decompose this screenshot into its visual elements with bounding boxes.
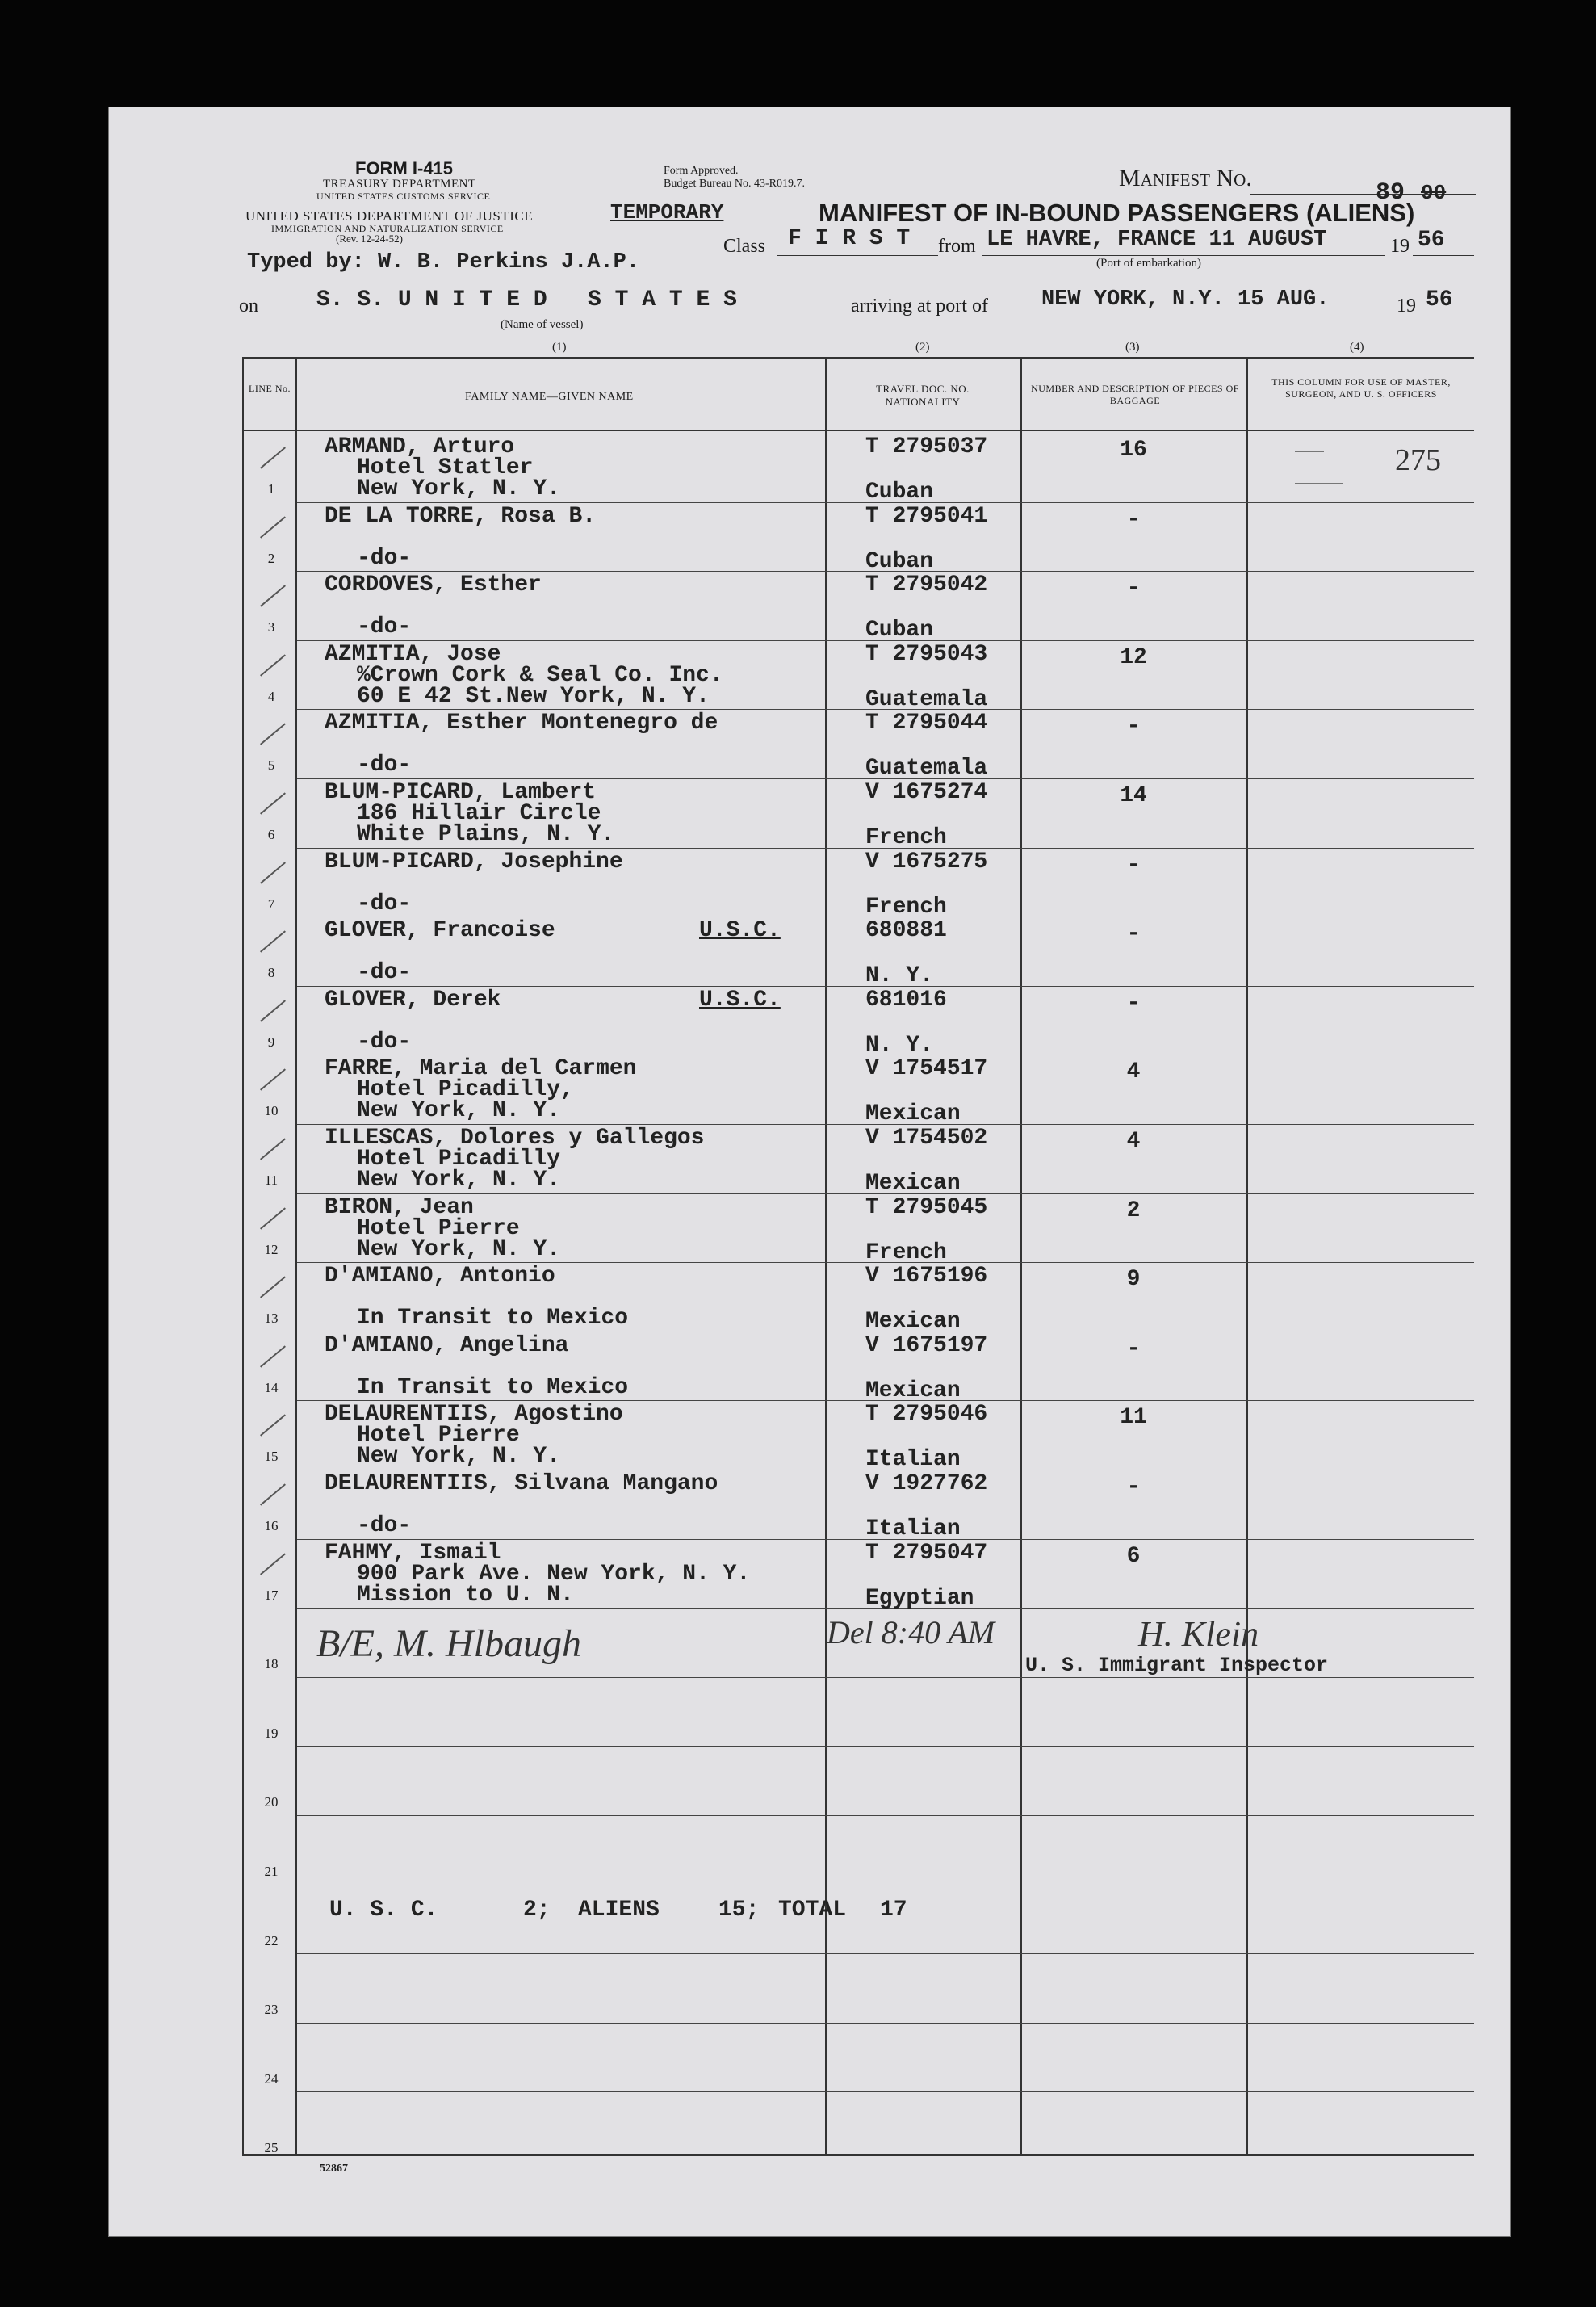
form-number: FORM I-415 xyxy=(355,158,454,178)
passenger-detail: New York, N. Y. xyxy=(357,1237,561,1262)
line-number: 4 xyxy=(267,689,275,704)
from-value: LE HAVRE, FRANCE 11 AUGUST xyxy=(987,228,1327,252)
col-num-2: (2) xyxy=(915,341,930,354)
baggage-count: 4 xyxy=(1126,1129,1141,1154)
line-number: 5 xyxy=(267,757,275,773)
col-divider-line xyxy=(295,357,297,2156)
officers-note: 275 xyxy=(1395,443,1441,477)
baggage-count: - xyxy=(1126,853,1141,878)
line-number: 12 xyxy=(264,1242,279,1257)
year-prefix-2: 19 xyxy=(1397,296,1416,317)
travel-doc-number: T 2795044 xyxy=(865,711,988,736)
budget-bureau: Budget Bureau No. 43-R019.7. xyxy=(664,178,805,190)
col-num-4: (4) xyxy=(1350,341,1364,354)
totals-usc-count: 2; xyxy=(523,1898,551,1923)
line-number: 21 xyxy=(264,1864,279,1879)
usc-status: U.S.C. xyxy=(699,918,781,943)
baggage-count: - xyxy=(1126,991,1141,1016)
from-label: from xyxy=(938,236,976,257)
year-prefix-1: 19 xyxy=(1390,236,1410,257)
from-underline xyxy=(982,255,1385,256)
travel-doc-number: T 2795043 xyxy=(865,642,988,667)
baggage-count: 16 xyxy=(1120,438,1147,463)
manifest-number-struck: 90 xyxy=(1421,181,1447,205)
form-approved: Form Approved. xyxy=(664,165,739,177)
line-number: 16 xyxy=(264,1518,279,1533)
travel-doc-number: V 1675274 xyxy=(865,780,988,805)
totals-aliens-label: ALIENS xyxy=(578,1898,660,1923)
row-rule xyxy=(297,1677,1474,1678)
col-divider-bag xyxy=(1246,357,1248,2156)
col-num-3: (3) xyxy=(1125,341,1140,354)
totals-usc-label: U. S. C. xyxy=(329,1898,438,1923)
year-2: 56 xyxy=(1426,287,1453,312)
passenger-name: FAHMY, Ismail xyxy=(325,1541,501,1566)
footer-form-code: 52867 xyxy=(320,2162,348,2175)
row-rule xyxy=(297,2091,1474,2092)
signature-inspector: H. Klein xyxy=(1138,1614,1259,1654)
baggage-count: - xyxy=(1126,1336,1141,1361)
line-number: 22 xyxy=(264,1933,279,1948)
on-label: on xyxy=(239,296,258,317)
nationality: Cuban xyxy=(865,618,934,643)
travel-doc-number: V 1754502 xyxy=(865,1126,988,1151)
line-number: 3 xyxy=(267,619,275,635)
passenger-address: 900 Park Ave. New York, N. Y. xyxy=(357,1562,751,1587)
passenger-detail: 60 E 42 St.New York, N. Y. xyxy=(357,684,710,709)
baggage-count: 14 xyxy=(1120,783,1147,808)
line-number: 11 xyxy=(264,1172,279,1188)
line-number: 25 xyxy=(264,2140,279,2155)
travel-doc-number: V 1675275 xyxy=(865,849,988,875)
nationality: French xyxy=(865,825,947,850)
header-name: FAMILY NAME—GIVEN NAME xyxy=(465,391,634,403)
baggage-count: - xyxy=(1126,507,1141,532)
travel-doc-number: T 2795047 xyxy=(865,1541,988,1566)
line-number: 23 xyxy=(264,2002,279,2017)
customs-service: UNITED STATES CUSTOMS SERVICE xyxy=(316,191,491,202)
nationality: Cuban xyxy=(865,480,934,505)
nationality: Egyptian xyxy=(865,1586,974,1611)
passenger-detail: -do- xyxy=(357,615,412,640)
inspector-label: U. S. Immigrant Inspector xyxy=(1025,1654,1329,1677)
line-number: 17 xyxy=(264,1588,279,1603)
table-header-rule xyxy=(242,430,1474,431)
travel-doc-number: V 1927762 xyxy=(865,1471,988,1496)
travel-doc-number: 680881 xyxy=(865,918,947,943)
baggage-count: 4 xyxy=(1126,1059,1141,1084)
header-doc: TRAVEL DOC. NO. NATIONALITY xyxy=(876,383,970,408)
class-label: Class xyxy=(723,236,766,257)
line-number: 24 xyxy=(264,2071,279,2087)
nationality: French xyxy=(865,895,947,920)
passenger-address: Hotel Statler xyxy=(357,455,534,480)
passenger-detail: -do- xyxy=(357,753,412,778)
passenger-address: Hotel Picadilly xyxy=(357,1147,561,1172)
manifest-number: 89 xyxy=(1376,179,1405,207)
ins-label: IMMIGRATION AND NATURALIZATION SERVICE xyxy=(271,223,504,234)
passenger-name: FARRE, Maria del Carmen xyxy=(325,1056,637,1081)
passenger-name: ARMAND, Arturo xyxy=(325,434,515,459)
row-rule xyxy=(297,1953,1474,1954)
year1-underline xyxy=(1413,255,1474,256)
nationality: Cuban xyxy=(865,549,934,574)
class-underline xyxy=(777,255,938,256)
justice-dept: UNITED STATES DEPARTMENT OF JUSTICE xyxy=(245,208,534,224)
table-bottom-rule xyxy=(242,2154,1474,2156)
line-number: 6 xyxy=(267,827,275,842)
travel-doc-number: T 2795042 xyxy=(865,573,988,598)
passenger-name: BLUM-PICARD, Lambert xyxy=(325,780,597,805)
travel-doc-number: 681016 xyxy=(865,988,947,1013)
travel-doc-number: V 1675196 xyxy=(865,1264,988,1289)
manifest-title: MANIFEST OF IN-BOUND PASSENGERS (ALIENS) xyxy=(819,199,1415,227)
header-officers: THIS COLUMN FOR USE OF MASTER, SURGEON, AND U. S. OFFICERS xyxy=(1271,376,1451,400)
passenger-name: GLOVER, Derek xyxy=(325,988,501,1013)
nationality: N. Y. xyxy=(865,963,934,988)
passenger-name: ILLESCAS, Dolores y Gallegos xyxy=(325,1126,705,1151)
table-left-border xyxy=(242,357,244,2156)
signature-boarding: B/E, M. Hlbaugh xyxy=(316,1622,581,1665)
passenger-name: DE LA TORRE, Rosa B. xyxy=(325,504,597,529)
row-rule xyxy=(297,1746,1474,1747)
nationality: N. Y. xyxy=(865,1033,934,1058)
passenger-detail: White Plains, N. Y. xyxy=(357,822,615,847)
usc-status: U.S.C. xyxy=(699,988,781,1013)
temporary-label: TEMPORARY xyxy=(610,200,724,224)
passenger-name: DELAURENTIIS, Silvana Mangano xyxy=(325,1471,718,1496)
nationality: Mexican xyxy=(865,1378,961,1403)
arriving-label: arriving at port of xyxy=(851,296,988,317)
travel-doc-number: V 1675197 xyxy=(865,1333,988,1358)
baggage-count: - xyxy=(1126,921,1141,946)
year-1: 56 xyxy=(1418,228,1445,253)
manifest-label: Manifest No. xyxy=(1119,165,1252,191)
totals-aliens-count: 15; xyxy=(718,1898,760,1923)
header-line-no: LINE No. xyxy=(249,383,291,394)
col-divider-name xyxy=(825,357,827,2156)
travel-doc-number: T 2795037 xyxy=(865,434,988,459)
travel-doc-number: T 2795041 xyxy=(865,504,988,529)
line-number: 15 xyxy=(264,1449,279,1464)
travel-doc-number: T 2795046 xyxy=(865,1402,988,1427)
class-value: F I R S T xyxy=(788,226,911,251)
baggage-count: 12 xyxy=(1120,645,1147,670)
passenger-name: DELAURENTIIS, Agostino xyxy=(325,1402,623,1427)
passenger-address: 186 Hillair Circle xyxy=(357,801,601,826)
passenger-name: BIRON, Jean xyxy=(325,1195,474,1220)
line-number: 20 xyxy=(264,1794,279,1810)
line-number: 8 xyxy=(267,965,275,980)
treasury-dept: TREASURY DEPARTMENT xyxy=(323,178,476,191)
nationality: Guatemala xyxy=(865,756,988,781)
passenger-detail: -do- xyxy=(357,1030,412,1055)
line-number: 10 xyxy=(264,1103,279,1118)
typed-by: Typed by: W. B. Perkins J.A.P. xyxy=(247,250,640,275)
travel-doc-number: V 1754517 xyxy=(865,1056,988,1081)
line-number: 18 xyxy=(264,1656,279,1672)
totals-total-label: TOTAL xyxy=(778,1898,847,1923)
baggage-count: 6 xyxy=(1126,1544,1141,1569)
officers-mark xyxy=(1295,483,1343,484)
vessel-caption: (Name of vessel) xyxy=(501,318,584,331)
header-baggage: NUMBER AND DESCRIPTION OF PIECES OF BAGGAGE xyxy=(1031,383,1239,406)
officers-mark xyxy=(1295,451,1324,452)
nationality: Italian xyxy=(865,1447,961,1472)
passenger-detail: -do- xyxy=(357,1513,412,1538)
baggage-count: 9 xyxy=(1126,1267,1141,1292)
passenger-name: D'AMIANO, Angelina xyxy=(325,1333,569,1358)
col-num-1: (1) xyxy=(552,341,567,354)
table-top-rule xyxy=(242,357,1474,359)
baggage-count: - xyxy=(1126,1474,1141,1500)
revision: (Rev. 12-24-52) xyxy=(336,233,403,245)
travel-doc-number: T 2795045 xyxy=(865,1195,988,1220)
passenger-address: Hotel Picadilly, xyxy=(357,1077,574,1102)
baggage-count: - xyxy=(1126,714,1141,739)
passenger-name: AZMITIA, Jose xyxy=(325,642,501,667)
passenger-detail: -do- xyxy=(357,891,412,917)
nationality: Guatemala xyxy=(865,687,988,712)
row-rule xyxy=(297,1815,1474,1816)
baggage-count: 11 xyxy=(1120,1405,1147,1430)
port-caption: (Port of embarkation) xyxy=(1096,257,1201,270)
totals-total-count: 17 xyxy=(880,1898,907,1923)
passenger-address: %Crown Cork & Seal Co. Inc. xyxy=(357,663,723,688)
passenger-name: AZMITIA, Esther Montenegro de xyxy=(325,711,718,736)
line-number: 14 xyxy=(264,1380,279,1395)
passenger-detail: New York, N. Y. xyxy=(357,476,561,501)
row-rule xyxy=(297,2023,1474,2024)
passenger-detail: In Transit to Mexico xyxy=(357,1306,629,1331)
baggage-count: 2 xyxy=(1126,1198,1141,1223)
nationality: Mexican xyxy=(865,1101,961,1126)
baggage-count: - xyxy=(1126,576,1141,601)
signature-time: Del 8:40 AM xyxy=(827,1614,995,1651)
passenger-detail: New York, N. Y. xyxy=(357,1098,561,1123)
passenger-name: D'AMIANO, Antonio xyxy=(325,1264,555,1289)
line-number: 13 xyxy=(264,1311,279,1326)
passenger-detail: New York, N. Y. xyxy=(357,1168,561,1193)
nationality: Italian xyxy=(865,1516,961,1541)
passenger-address: Hotel Pierre xyxy=(357,1216,520,1241)
nationality: French xyxy=(865,1240,947,1265)
line-number: 19 xyxy=(264,1726,279,1741)
line-number: 7 xyxy=(267,896,275,912)
passenger-detail: -do- xyxy=(357,546,412,571)
passenger-address: Hotel Pierre xyxy=(357,1423,520,1448)
passenger-name: CORDOVES, Esther xyxy=(325,573,542,598)
arrival-value: NEW YORK, N.Y. 15 AUG. xyxy=(1041,287,1330,312)
line-number: 1 xyxy=(267,481,275,497)
passenger-detail: Mission to U. N. xyxy=(357,1583,574,1608)
line-number: 2 xyxy=(267,551,275,566)
vessel-name: S. S. U N I T E D S T A T E S xyxy=(316,287,737,312)
col-divider-doc xyxy=(1020,357,1022,2156)
passenger-name: GLOVER, Francoise xyxy=(325,918,555,943)
passenger-detail: New York, N. Y. xyxy=(357,1444,561,1469)
nationality: Mexican xyxy=(865,1309,961,1334)
passenger-detail: -do- xyxy=(357,960,412,985)
line-number: 9 xyxy=(267,1034,275,1050)
passenger-detail: In Transit to Mexico xyxy=(357,1375,629,1400)
nationality: Mexican xyxy=(865,1171,961,1196)
passenger-name: BLUM-PICARD, Josephine xyxy=(325,849,623,875)
